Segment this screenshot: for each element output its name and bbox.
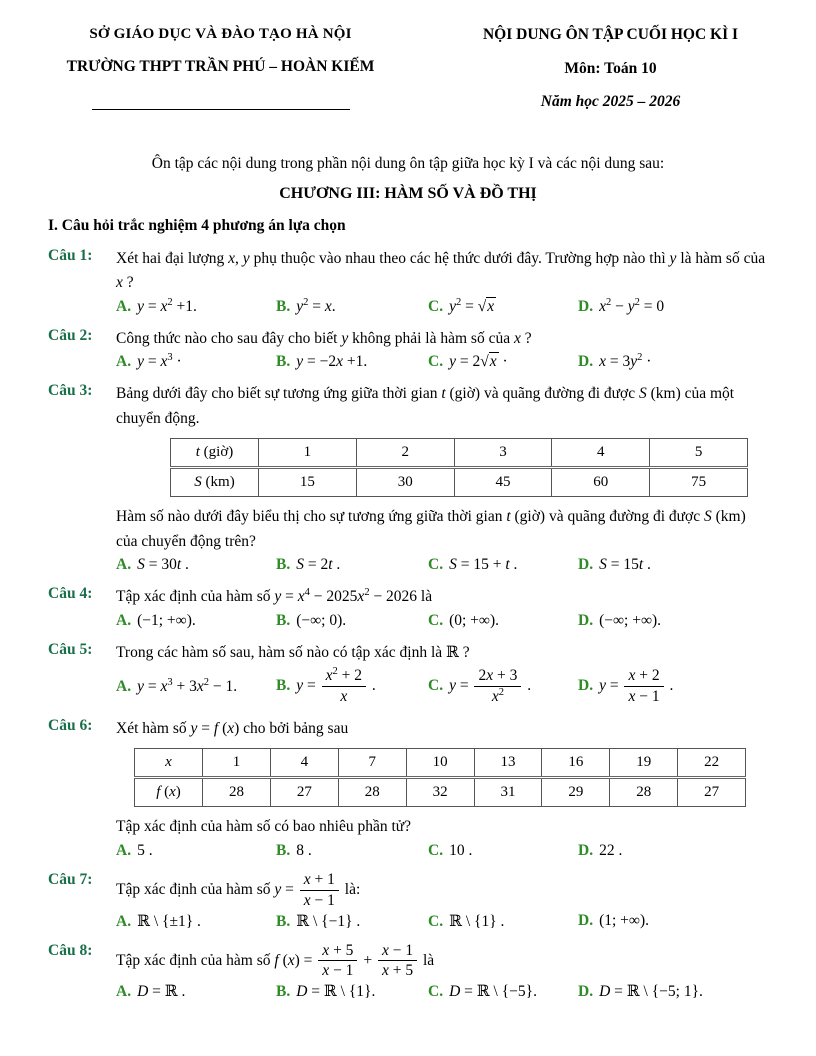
question-label: Câu 3: bbox=[48, 382, 93, 400]
question-body bbox=[116, 641, 768, 710]
question-text: Tập xác định của hàm số y = $\frac{x + 1}{x - 1}$ là: bbox=[116, 870, 361, 909]
table-cell: 16 bbox=[542, 749, 610, 778]
table-cell: 5 bbox=[650, 439, 748, 468]
question-2 bbox=[48, 327, 768, 375]
option-letter: A. bbox=[116, 353, 132, 371]
option-letter: C. bbox=[428, 983, 444, 1001]
table-cell: 27 bbox=[678, 778, 746, 807]
table-cell: 28 bbox=[338, 778, 406, 807]
option-text: (−1; +∞). bbox=[137, 611, 196, 629]
question-4 bbox=[48, 585, 768, 633]
option-b bbox=[276, 612, 428, 630]
question-label: Câu 4: bbox=[48, 585, 93, 603]
table-cell: 30 bbox=[356, 468, 454, 497]
option-text: $y = x^2 +1$. bbox=[137, 296, 197, 315]
option-text: $x^2 - y^2 = 0$ bbox=[599, 296, 665, 315]
option-letter: D. bbox=[578, 556, 594, 574]
question-body bbox=[116, 327, 768, 375]
question-text: Tập xác định của hàm số f (x) = $\frac{x + 5}{x - 1}$ + $\frac{x - 1}{x + 5}$ là bbox=[116, 941, 435, 980]
option-text: 8 . bbox=[296, 841, 312, 859]
option-a bbox=[116, 842, 276, 860]
table-cell: 4 bbox=[270, 749, 338, 778]
school-year-line: Năm học 2025 – 2026 bbox=[540, 93, 681, 110]
question-text-2: Hàm số nào dưới đây biểu thị cho sự tương ứng giữa thời gian t (giờ) và quãng đường đi được S (km) của chuyển động trên? bbox=[116, 508, 746, 550]
table-cell: 3 bbox=[454, 439, 552, 468]
option-d bbox=[578, 912, 768, 930]
question-label: Câu 6: bbox=[48, 716, 93, 734]
table-cell: 4 bbox=[552, 439, 650, 468]
options-row bbox=[116, 612, 768, 630]
table-cell: 60 bbox=[552, 468, 650, 497]
document-title: NỘI DUNG ÔN TẬP CUỐI HỌC KÌ I bbox=[482, 26, 739, 43]
header-right-block bbox=[453, 26, 768, 111]
time-distance-table bbox=[170, 438, 748, 497]
question-1 bbox=[48, 247, 768, 320]
table-cell: x bbox=[135, 749, 203, 778]
option-letter: D. bbox=[578, 983, 594, 1001]
question-3 bbox=[48, 382, 768, 578]
option-text: $y^2 = √x$ bbox=[449, 296, 495, 315]
table-cell: 29 bbox=[542, 778, 610, 807]
option-letter: A. bbox=[116, 841, 132, 859]
option-letter: A. bbox=[116, 677, 132, 695]
option-b bbox=[276, 298, 428, 316]
option-text: (0; +∞). bbox=[449, 611, 499, 629]
option-letter: C. bbox=[428, 912, 444, 930]
table-cell: 10 bbox=[406, 749, 474, 778]
option-text: (−∞; +∞). bbox=[599, 611, 662, 629]
question-body bbox=[116, 382, 768, 578]
question-text: Tập xác định của hàm số $y = x^4 - 2025x^2 - 2026$ là bbox=[116, 587, 433, 606]
option-text: y = 2√x · bbox=[449, 353, 508, 371]
table-cell: 32 bbox=[406, 778, 474, 807]
option-text: ℝ \ {1} . bbox=[449, 912, 505, 930]
question-8 bbox=[48, 942, 768, 1006]
option-c bbox=[428, 298, 578, 316]
option-letter: B. bbox=[276, 611, 291, 629]
table-cell: 2 bbox=[356, 439, 454, 468]
option-text: D = ℝ \ {1}. bbox=[296, 983, 376, 1001]
option-text: 22 . bbox=[599, 841, 623, 859]
option-text: S = 30t . bbox=[137, 556, 189, 574]
option-b bbox=[276, 353, 428, 371]
question-label: Câu 2: bbox=[48, 326, 93, 344]
option-a bbox=[116, 678, 276, 696]
option-d bbox=[578, 353, 768, 371]
question-label: Câu 5: bbox=[48, 640, 93, 658]
option-letter: C. bbox=[428, 556, 444, 574]
question-6 bbox=[48, 717, 768, 864]
question-label: Câu 1: bbox=[48, 247, 93, 264]
option-d bbox=[578, 667, 768, 706]
option-b bbox=[276, 667, 428, 706]
option-letter: B. bbox=[276, 297, 291, 315]
question-text: Công thức nào cho sau đây cho biết y không phải là hàm số của x ? bbox=[116, 329, 532, 347]
table-cell: S (km) bbox=[171, 468, 259, 497]
option-text: y = $\frac{2x + 3}{x^2}$ . bbox=[449, 667, 532, 706]
table-cell: 13 bbox=[474, 749, 542, 778]
option-letter: B. bbox=[276, 912, 291, 930]
option-text: (1; +∞). bbox=[599, 912, 649, 930]
option-b bbox=[276, 556, 428, 574]
option-a bbox=[116, 612, 276, 630]
question-body bbox=[116, 717, 768, 864]
chapter-title: CHƯƠNG III: HÀM SỐ VÀ ĐỒ THỊ bbox=[279, 185, 537, 202]
option-c bbox=[428, 842, 578, 860]
subject-line: Môn: Toán 10 bbox=[564, 60, 657, 77]
option-letter: D. bbox=[578, 677, 594, 695]
option-letter: B. bbox=[276, 556, 291, 574]
option-text: S = 15t . bbox=[599, 556, 651, 574]
option-letter: A. bbox=[116, 297, 132, 315]
table-cell: 1 bbox=[259, 439, 357, 468]
option-text: y = −2x +1. bbox=[296, 353, 368, 371]
option-letter: B. bbox=[276, 983, 291, 1001]
option-letter: B. bbox=[276, 353, 291, 371]
option-d bbox=[578, 556, 768, 574]
option-a bbox=[116, 298, 276, 316]
question-7 bbox=[48, 871, 768, 935]
option-c bbox=[428, 556, 578, 574]
option-text: $y^2 = x$. bbox=[296, 296, 336, 315]
table-cell: t (giờ) bbox=[171, 439, 259, 468]
option-letter: A. bbox=[116, 983, 132, 1001]
options-row bbox=[116, 353, 768, 371]
option-text: ℝ \ {±1} . bbox=[137, 912, 201, 930]
option-letter: A. bbox=[116, 556, 132, 574]
option-text: $y = x^3$ · bbox=[137, 352, 182, 371]
options-row bbox=[116, 556, 768, 574]
option-a bbox=[116, 353, 276, 371]
table-cell: 19 bbox=[610, 749, 678, 778]
option-c bbox=[428, 353, 578, 371]
option-b bbox=[276, 912, 428, 931]
school-name: TRƯỜNG THPT TRẦN PHÚ – HOÀN KIẾM bbox=[66, 58, 375, 75]
option-d bbox=[578, 982, 768, 1001]
options-row bbox=[116, 982, 768, 1001]
document-header bbox=[48, 26, 768, 111]
department-name: SỞ GIÁO DỤC VÀ ĐÀO TẠO HÀ NỘI bbox=[89, 26, 352, 42]
table-cell: 45 bbox=[454, 468, 552, 497]
table-cell: 1 bbox=[203, 749, 271, 778]
option-letter: D. bbox=[578, 841, 594, 859]
question-text: Bảng dưới đây cho biết sự tương ứng giữa thời gian t (giờ) và quãng đường đi được S (km) của một chuyển động. bbox=[116, 385, 735, 427]
question-body bbox=[116, 942, 768, 1006]
options-row bbox=[116, 667, 768, 706]
option-c bbox=[428, 982, 578, 1001]
options-row bbox=[116, 298, 768, 316]
question-5 bbox=[48, 641, 768, 710]
option-text: $x = 3y^2$ · bbox=[599, 352, 652, 371]
header-left-block bbox=[48, 26, 393, 110]
option-letter: A. bbox=[116, 611, 132, 629]
signature-line bbox=[92, 109, 350, 110]
table-cell: 28 bbox=[203, 778, 271, 807]
intro-text: Ôn tập các nội dung trong phần nội dung ôn tập giữa học kỳ I và các nội dung sau: bbox=[151, 155, 665, 172]
options-row bbox=[116, 842, 768, 860]
option-a bbox=[116, 556, 276, 574]
option-text: y = $\frac{x + 2}{x - 1}$ . bbox=[599, 667, 674, 706]
option-text: D = ℝ . bbox=[137, 983, 186, 1001]
option-c bbox=[428, 912, 578, 931]
question-text: Xét hàm số y = f (x) cho bởi bảng sau bbox=[116, 719, 349, 737]
question-body bbox=[116, 585, 768, 633]
question-label: Câu 8: bbox=[48, 941, 93, 959]
option-text: 5 . bbox=[137, 841, 153, 859]
table-cell: 31 bbox=[474, 778, 542, 807]
option-text: D = ℝ \ {−5}. bbox=[449, 983, 537, 1001]
question-text-2: Tập xác định của hàm số có bao nhiêu phần tử? bbox=[116, 818, 412, 836]
option-letter: D. bbox=[578, 297, 594, 315]
option-b bbox=[276, 982, 428, 1001]
option-text: (−∞; 0). bbox=[296, 611, 347, 629]
option-letter: D. bbox=[578, 912, 594, 930]
option-letter: C. bbox=[428, 297, 444, 315]
option-d bbox=[578, 298, 768, 316]
option-letter: C. bbox=[428, 841, 444, 859]
option-b bbox=[276, 842, 428, 860]
section-title: I. Câu hỏi trắc nghiệm 4 phương án lựa chọn bbox=[48, 217, 346, 234]
question-text: Xét hai đại lượng x, y phụ thuộc vào nhau theo các hệ thức dưới đây. Trường hợp nào thì y là hàm số của x ? bbox=[116, 250, 766, 292]
table-cell: 7 bbox=[338, 749, 406, 778]
option-letter: D. bbox=[578, 611, 594, 629]
option-d bbox=[578, 842, 768, 860]
option-text: D = ℝ \ {−5; 1}. bbox=[599, 983, 703, 1001]
question-body bbox=[116, 247, 768, 320]
option-letter: D. bbox=[578, 353, 594, 371]
table-cell: 22 bbox=[678, 749, 746, 778]
table-cell: 27 bbox=[270, 778, 338, 807]
option-letter: A. bbox=[116, 912, 132, 930]
question-label: Câu 7: bbox=[48, 870, 93, 888]
option-c bbox=[428, 612, 578, 630]
option-letter: C. bbox=[428, 677, 444, 695]
options-row bbox=[116, 912, 768, 931]
option-text: $y = x^3 + 3x^2 - 1$. bbox=[137, 676, 238, 695]
option-letter: B. bbox=[276, 841, 291, 859]
option-letter: C. bbox=[428, 353, 444, 371]
option-a bbox=[116, 982, 276, 1001]
option-text: S = 15 + t . bbox=[449, 556, 518, 574]
option-text: 10 . bbox=[449, 841, 473, 859]
option-a bbox=[116, 912, 276, 931]
option-letter: C. bbox=[428, 611, 444, 629]
table-cell: 15 bbox=[259, 468, 357, 497]
option-letter: B. bbox=[276, 677, 291, 695]
table-cell: 75 bbox=[650, 468, 748, 497]
function-values-table bbox=[134, 748, 746, 807]
question-body bbox=[116, 871, 768, 935]
table-cell: 28 bbox=[610, 778, 678, 807]
option-c bbox=[428, 667, 578, 706]
table-cell: f (x) bbox=[135, 778, 203, 807]
question-text: Trong các hàm số sau, hàm số nào có tập xác định là ℝ ? bbox=[116, 643, 470, 661]
option-text: S = 2t . bbox=[296, 556, 341, 574]
option-text: y = $\frac{x^2 + 2}{x}$ . bbox=[296, 666, 376, 706]
option-d bbox=[578, 612, 768, 630]
option-text: ℝ \ {−1} . bbox=[296, 912, 361, 930]
